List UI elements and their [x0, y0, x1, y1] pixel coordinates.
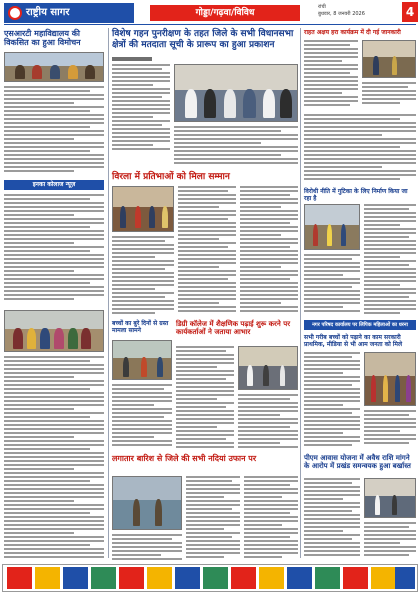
article-headline: एसआरटी महाविद्यालय की विकसित का हुआ विमोचन — [4, 29, 81, 48]
column-rule — [108, 28, 109, 558]
article-body — [304, 478, 360, 562]
page-number-badge: 4 — [402, 2, 418, 22]
section-banner: गोड्डा/गढ़वा/विविध — [150, 5, 300, 21]
masthead — [0, 0, 420, 26]
article-body — [364, 204, 416, 316]
article-photo — [304, 204, 360, 250]
paper-logo — [4, 3, 134, 23]
article-photo — [4, 52, 104, 82]
paper-name: राष्ट्रीय सागर — [26, 7, 70, 18]
article-body — [362, 82, 416, 110]
article-body — [364, 410, 416, 450]
article-body — [244, 476, 298, 562]
side-box-body — [4, 194, 104, 306]
article-photo — [238, 346, 298, 390]
article-headline: सभी गरीब बच्चों को पढ़ाने का काम सरकारी प्राथमिक, मीडिया से भी आम जनता को मिले — [304, 334, 403, 349]
article-headline: पीएम आवास योजना में अवैध राशि मांगने के आरोप में प्रखंड समन्वयक हुआ बर्खास्त — [304, 454, 411, 471]
article-photo — [362, 40, 416, 78]
article-body — [304, 352, 360, 450]
article-headline: डिग्री कॉलेज में शैक्षणिक पढ़ाई शुरू करने पर कार्यकर्ताओं ने जताया आभार — [176, 320, 291, 337]
article-headline: बच्चों का बुरे दिनों से ग्रस्त मामला सामने — [112, 320, 169, 335]
article-photo — [364, 478, 416, 518]
column-rule — [300, 28, 301, 558]
advertisement-strip — [2, 564, 418, 592]
article-body — [112, 384, 172, 450]
side-box-header: इनका कोलाज न्यूज़ — [4, 180, 104, 190]
article-body — [238, 394, 298, 450]
masthead-rule — [4, 24, 416, 25]
article-body — [364, 522, 416, 562]
article-body — [112, 64, 170, 154]
right-box-header: नगर परिषद कार्यालय पर लिपिक महिलाओं का धरना — [304, 320, 416, 330]
article-body — [4, 356, 104, 561]
article-body — [112, 534, 182, 562]
article-photo — [364, 352, 416, 406]
article-body — [178, 186, 236, 316]
article-body — [174, 126, 298, 168]
lead-headline: विशेष गहन पुनरीक्षण के तहत जिले के सभी विधानसभा क्षेत्रों की मतदाता सूची के प्रारूप का हुआ प्रकाशन — [112, 29, 294, 50]
article-body — [304, 254, 360, 316]
article-photo — [4, 310, 104, 352]
meta-city: रांची — [318, 4, 326, 10]
article-headline: विरोधी नीति में गुटिका के लिए निर्माण किया जा रहा है — [304, 188, 408, 203]
article-headline: विरला में प्रतिभाओं को मिला सम्मान — [112, 172, 230, 182]
article-photo — [112, 476, 182, 530]
article-body — [4, 86, 104, 176]
article-photo — [174, 64, 298, 122]
article-body — [112, 236, 174, 316]
article-body — [186, 476, 240, 562]
article-body — [304, 40, 358, 110]
article-body — [240, 186, 298, 316]
masthead-meta — [318, 4, 398, 18]
article-headline: राहत अक्षय हरा कार्यक्रम में दी गई जानकारी — [304, 29, 401, 36]
article-body — [176, 346, 234, 450]
article-photo — [112, 340, 172, 380]
article-body — [304, 114, 416, 184]
logo-emblem-icon — [8, 6, 22, 20]
meta-date: बुधवार, 8 जनवरी 2026 — [318, 11, 365, 17]
article-photo — [112, 186, 174, 232]
article-headline: लगातार बारिश से जिले की सभी नदियां उफान पर — [112, 454, 257, 463]
byline — [112, 57, 152, 61]
